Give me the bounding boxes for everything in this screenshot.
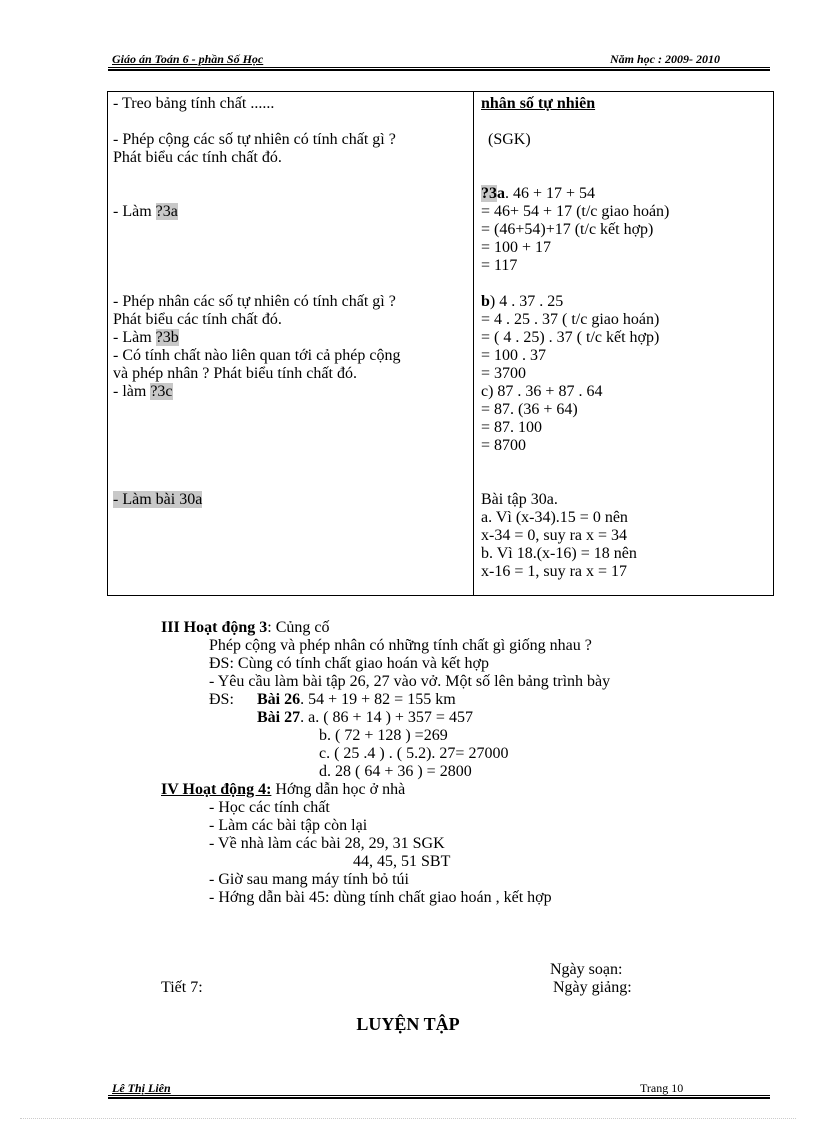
hd3-l7: c. ( 25 .4 ) . ( 5.2). 27= 27000 <box>319 745 509 762</box>
footer-author: Lê Thị Liên <box>112 1081 171 1095</box>
footer-rule-thick <box>108 1097 770 1099</box>
left-r2a: - Phép cộng các số tự nhiên có tính chất gì ? <box>113 131 396 148</box>
left-r4b: Phát biểu các tính chất đó. <box>113 311 282 328</box>
left-r2b: Phát biểu các tính chất đó. <box>113 149 282 166</box>
right-a5: = 117 <box>481 257 518 274</box>
hd3-l8: d. 28 ( 64 + 36 ) = 2800 <box>319 763 472 780</box>
left-r4f-prefix: - làm <box>113 383 151 400</box>
left-r5 <box>113 491 202 509</box>
hd3-heading <box>161 619 329 637</box>
right-c4: = 8700 <box>481 437 527 454</box>
left-r3 <box>113 203 178 221</box>
left-r3-highlight: ?3a <box>155 203 178 220</box>
right-e3: x-34 = 0, suy ra x = 34 <box>481 527 628 544</box>
left-r4c-highlight: ?3b <box>155 329 179 346</box>
table-column-divider <box>473 91 474 596</box>
tiet-label: Tiết 7: <box>161 979 203 996</box>
right-a3: = (46+54)+17 (t/c kết hợp) <box>481 221 654 238</box>
right-e5: x-16 = 1, suy ra x = 17 <box>481 563 628 580</box>
lesson-title: LUYỆN TẬP <box>356 1014 460 1034</box>
hd3-l5-bold: Bài 27 <box>257 709 301 726</box>
hd4-l6: - Hớng dẫn bài 45: dùng tính chất giao hoán , kết hợp <box>209 889 552 906</box>
right-r2: (SGK) <box>488 131 531 148</box>
footer-rule <box>108 1095 770 1096</box>
right-a1 <box>481 185 595 203</box>
left-r4c-prefix: - Làm <box>113 329 156 346</box>
hd3-l1: Phép cộng và phép nhân có những tính chất gì giống nhau ? <box>209 637 592 654</box>
hd3-l3: - Yêu cầu làm bài tập 26, 27 vào vở. Một số lên bảng trình bày <box>209 673 611 690</box>
hd4-title: IV Hoạt động 4: <box>161 781 272 798</box>
hd3-title: III Hoạt động 3 <box>161 619 268 636</box>
footer-page: Trang 10 <box>640 1081 684 1095</box>
hd3-l4-bold: Bài 26 <box>257 691 301 708</box>
left-r3-prefix: - Làm <box>113 203 156 220</box>
right-e1: Bài tập 30a. <box>481 491 558 508</box>
right-a-rest: . 46 + 17 + 54 <box>505 185 596 202</box>
right-c2: = 87. (36 + 64) <box>481 401 578 418</box>
hd3-title-rest: : Củng cố <box>267 619 330 636</box>
right-a-bold: a <box>497 185 505 202</box>
hd3-l5 <box>257 709 473 727</box>
left-r5-highlight: - Làm bài 30a <box>113 491 203 508</box>
header-rule <box>108 67 770 68</box>
right-e4: b. Vì 18.(x-16) = 18 nên <box>481 545 637 562</box>
right-b-rest: ) 4 . 37 . 25 <box>489 293 564 310</box>
hd3-l4-prefix: ĐS: <box>209 691 234 708</box>
left-r4e: và phép nhân ? Phát biểu tính chất đó. <box>113 365 357 382</box>
hd4-l3: - Về nhà làm các bài 28, 29, 31 SGK <box>209 835 445 852</box>
left-r4f-highlight: ?3c <box>150 383 173 400</box>
hd3-l4 <box>257 691 456 709</box>
left-r4c <box>113 329 179 347</box>
right-c1: c) 87 . 36 + 87 . 64 <box>481 383 603 400</box>
hd4-l1: - Học các tính chất <box>209 799 330 816</box>
right-b1 <box>481 293 563 311</box>
left-r4f <box>113 383 173 401</box>
header-rule-thick <box>108 69 770 71</box>
hd4-heading <box>161 781 405 799</box>
header-right: Năm học : 2009- 2010 <box>610 52 720 66</box>
hd3-l2: ĐS: Cùng có tính chất giao hoán và kết hợp <box>209 655 489 672</box>
right-r1: nhân số tự nhiên <box>481 95 596 112</box>
hd4-l2: - Làm các bài tập còn lại <box>209 817 368 834</box>
left-r4d: - Có tính chất nào liên quan tới cả phép cộng <box>113 347 401 364</box>
right-b3: = ( 4 . 25) . 37 ( t/c kết hợp) <box>481 329 660 346</box>
right-e2: a. Vì (x-34).15 = 0 nên <box>481 509 628 526</box>
right-b-bold: b <box>481 293 490 310</box>
hd3-l6: b. ( 72 + 128 ) =269 <box>319 727 448 744</box>
hd4-l5: - Giờ sau mang máy tính bỏ túi <box>209 871 409 888</box>
hd3-l5-rest: . a. ( 86 + 14 ) + 357 = 457 <box>300 709 473 726</box>
right-a-highlight: ?3 <box>481 185 497 202</box>
left-r4a: - Phép nhân các số tự nhiên có tính chất gì ? <box>113 293 396 310</box>
right-a2: = 46+ 54 + 17 (t/c giao hoán) <box>481 203 670 220</box>
ngay-giang: Ngày giảng: <box>553 979 632 996</box>
page-bottom-dots <box>20 1118 796 1119</box>
left-r1: - Treo bảng tính chất ...... <box>113 95 275 112</box>
hd4-l4: 44, 45, 51 SBT <box>353 853 451 870</box>
right-a4: = 100 + 17 <box>481 239 552 256</box>
right-b2: = 4 . 25 . 37 ( t/c giao hoán) <box>481 311 660 328</box>
right-b5: = 3700 <box>481 365 527 382</box>
hd4-title-rest: Hớng dẫn học ở nhà <box>271 781 406 798</box>
ngay-soan: Ngày soạn: <box>550 961 623 978</box>
right-b4: = 100 . 37 <box>481 347 547 364</box>
header-left: Giáo án Toán 6 - phần Số Học <box>112 52 264 66</box>
right-c3: = 87. 100 <box>481 419 543 436</box>
hd3-l4-rest: . 54 + 19 + 82 = 155 km <box>300 691 456 708</box>
